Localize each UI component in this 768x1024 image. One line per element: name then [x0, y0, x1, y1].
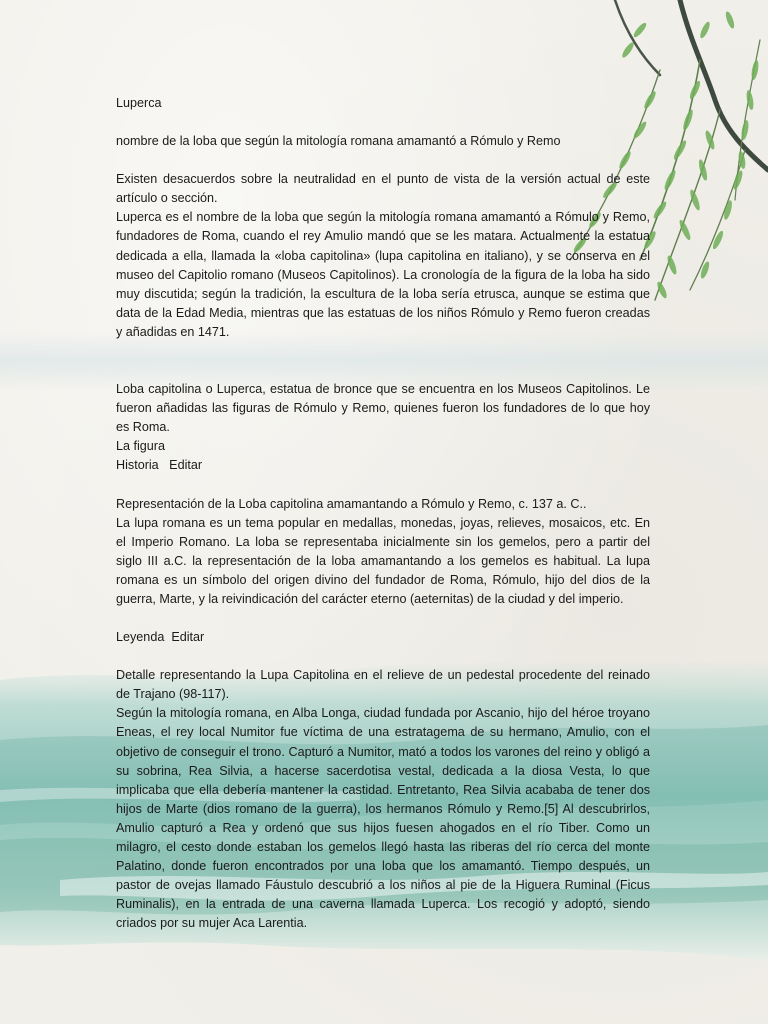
article-subtitle: nombre de la loba que según la mitología romana amamantó a Rómulo y Remo — [116, 134, 561, 149]
figure-heading: La figura — [116, 439, 166, 454]
history-paragraph: La lupa romana es un tema popular en medallas, monedas, joyas, relieves, mosaicos, etc. En el Imperio Romano. La loba se representaba inicialmente sin los gemelos, pero a partir del siglo III a.C. la representación de la loba amamantando a los gemelos es habitual. La lupa romana es un símbolo del origen divino del fundador de Roma, Rómulo, hijo del dios de la guerra, Marte, y la reivindicación del carácter eterno (aeternitas) de la ciudad y del imperio. — [116, 515, 650, 606]
neutrality-notice: Existen desacuerdos sobre la neutralidad en el punto de vista de la versión actual de este artículo o sección. — [116, 172, 650, 206]
article-title: Luperca — [116, 96, 162, 110]
figure-caption-2: Representación de la Loba capitolina amamantando a Rómulo y Remo, c. 137 a. C.. — [116, 496, 587, 511]
history-heading: Historia Editar — [116, 458, 203, 473]
intro-paragraph: Luperca es el nombre de la loba que según la mitología romana amamantó a Rómulo y Remo, fundadores de Roma, cuando el rey Amulio mandó que se les matara. Actualmente la estatua dedicada a ella, llamada la «loba capitolina» (lupa capitolina en italiano), y se conserva en el museo del Capitolio romano (Museos Capitolinos). La cronología de la figura de la loba ha sido muy discutida; según la tradición, la escultura de la loba sería etrusca, aunque se estima que data de la Edad Media, mientras que las estatuas de los niños Rómulo y Remo fueron creadas y añadidas en 1471. — [116, 210, 650, 339]
figure-caption-3: Detalle representando la Lupa Capitolina en el relieve de un pedestal procedente del reinado de Trajano (98-117). — [116, 668, 650, 702]
article-body — [116, 94, 650, 933]
legend-paragraph: Según la mitología romana, en Alba Longa, ciudad fundada por Ascanio, hijo del héroe troyano Eneas, el rey local Numitor fue víctima de una estratagema de su hermano, Amulio, con el objetivo de conseguir el trono. Capturó a Numitor, mató a todos los varones del reino y obligó a su sobrina, Rea Silvia, a hacerse sacerdotisa vestal, dedicada a la diosa Vesta, lo que implicaba que ella debería mantener la castidad. Entretanto, Rea Silvia acababa de tener dos hijos de Marte (dios romano de la guerra), los hermanos Rómulo y Remo.[5] Al descubrirlos, Amulio capturó a Rea y ordenó que sus hijos fuesen ahogados en el río Tiber. Como un milagro, el cesto donde estaban los gemelos llegó hasta las riberas del río cerca del monte Palatino, donde fueron encontrados por una loba que los amamantó. Tiempo después, un pastor de ovejas llamado Fáustulo descubrió a los niños al pie de la Higuera Ruminal (Ficus Ruminalis), en la entrada de una caverna llamada Luperca. Los recogió y adoptó, siendo criados por su mujer Aca Larentia. — [116, 706, 650, 931]
legend-heading: Leyenda Editar — [116, 630, 205, 645]
figure-caption-1: Loba capitolina o Luperca, estatua de bronce que se encuentra en los Museos Capitolinos. Le fueron añadidas las figuras de Rómulo y Remo, quienes fueron los fundadores de lo que hoy es Roma. — [116, 382, 650, 435]
